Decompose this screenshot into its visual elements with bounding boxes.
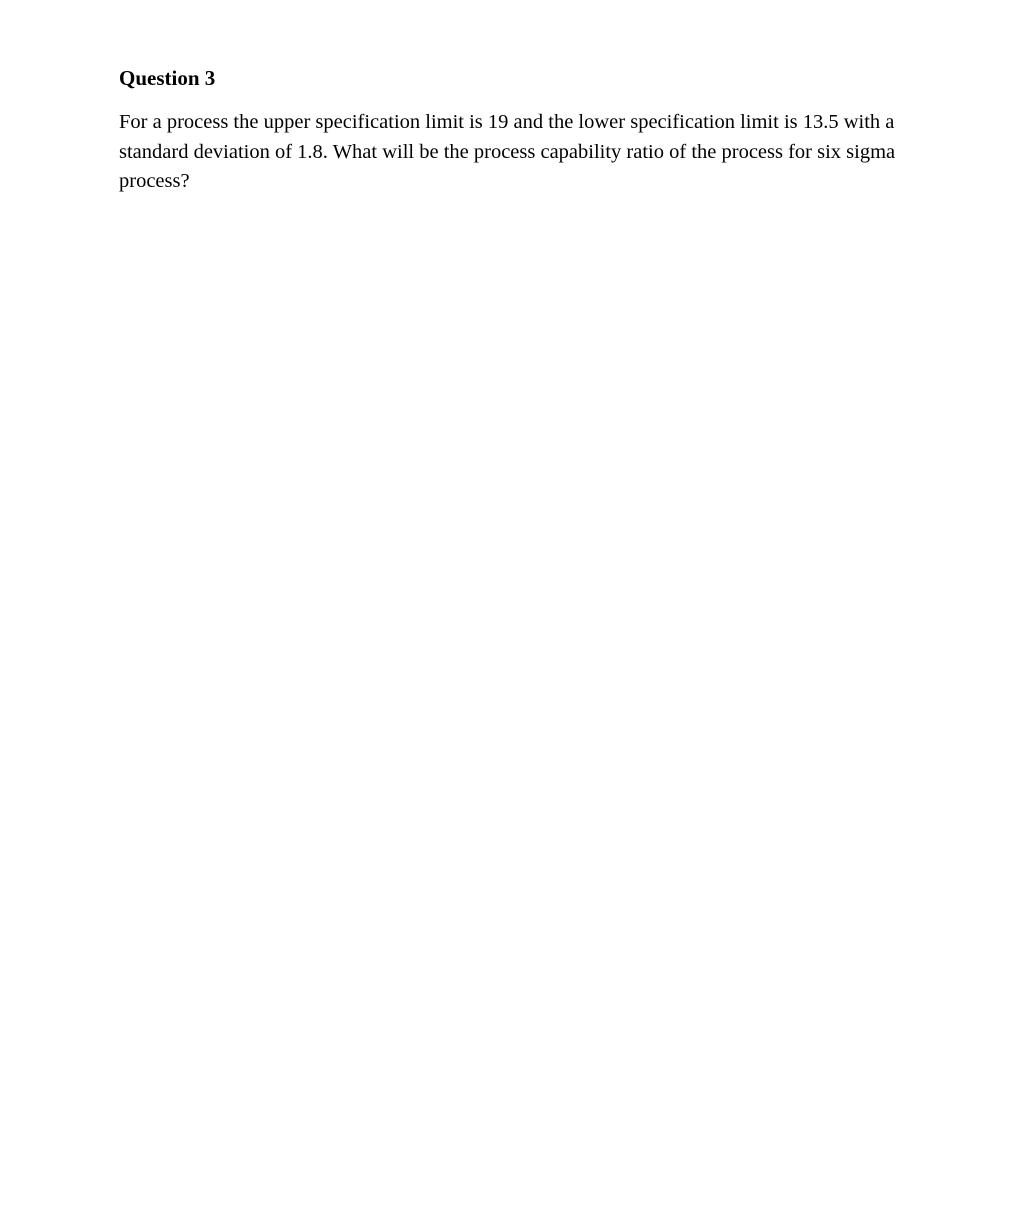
question-title: Question 3	[119, 66, 216, 90]
question-text: For a process the upper specification limit is 19 and the lower specification limit is 13.5 with a standard deviation of 1.8. What will be the process capability ratio of the process for six sigma process?	[119, 111, 896, 192]
question-block	[119, 64, 959, 197]
